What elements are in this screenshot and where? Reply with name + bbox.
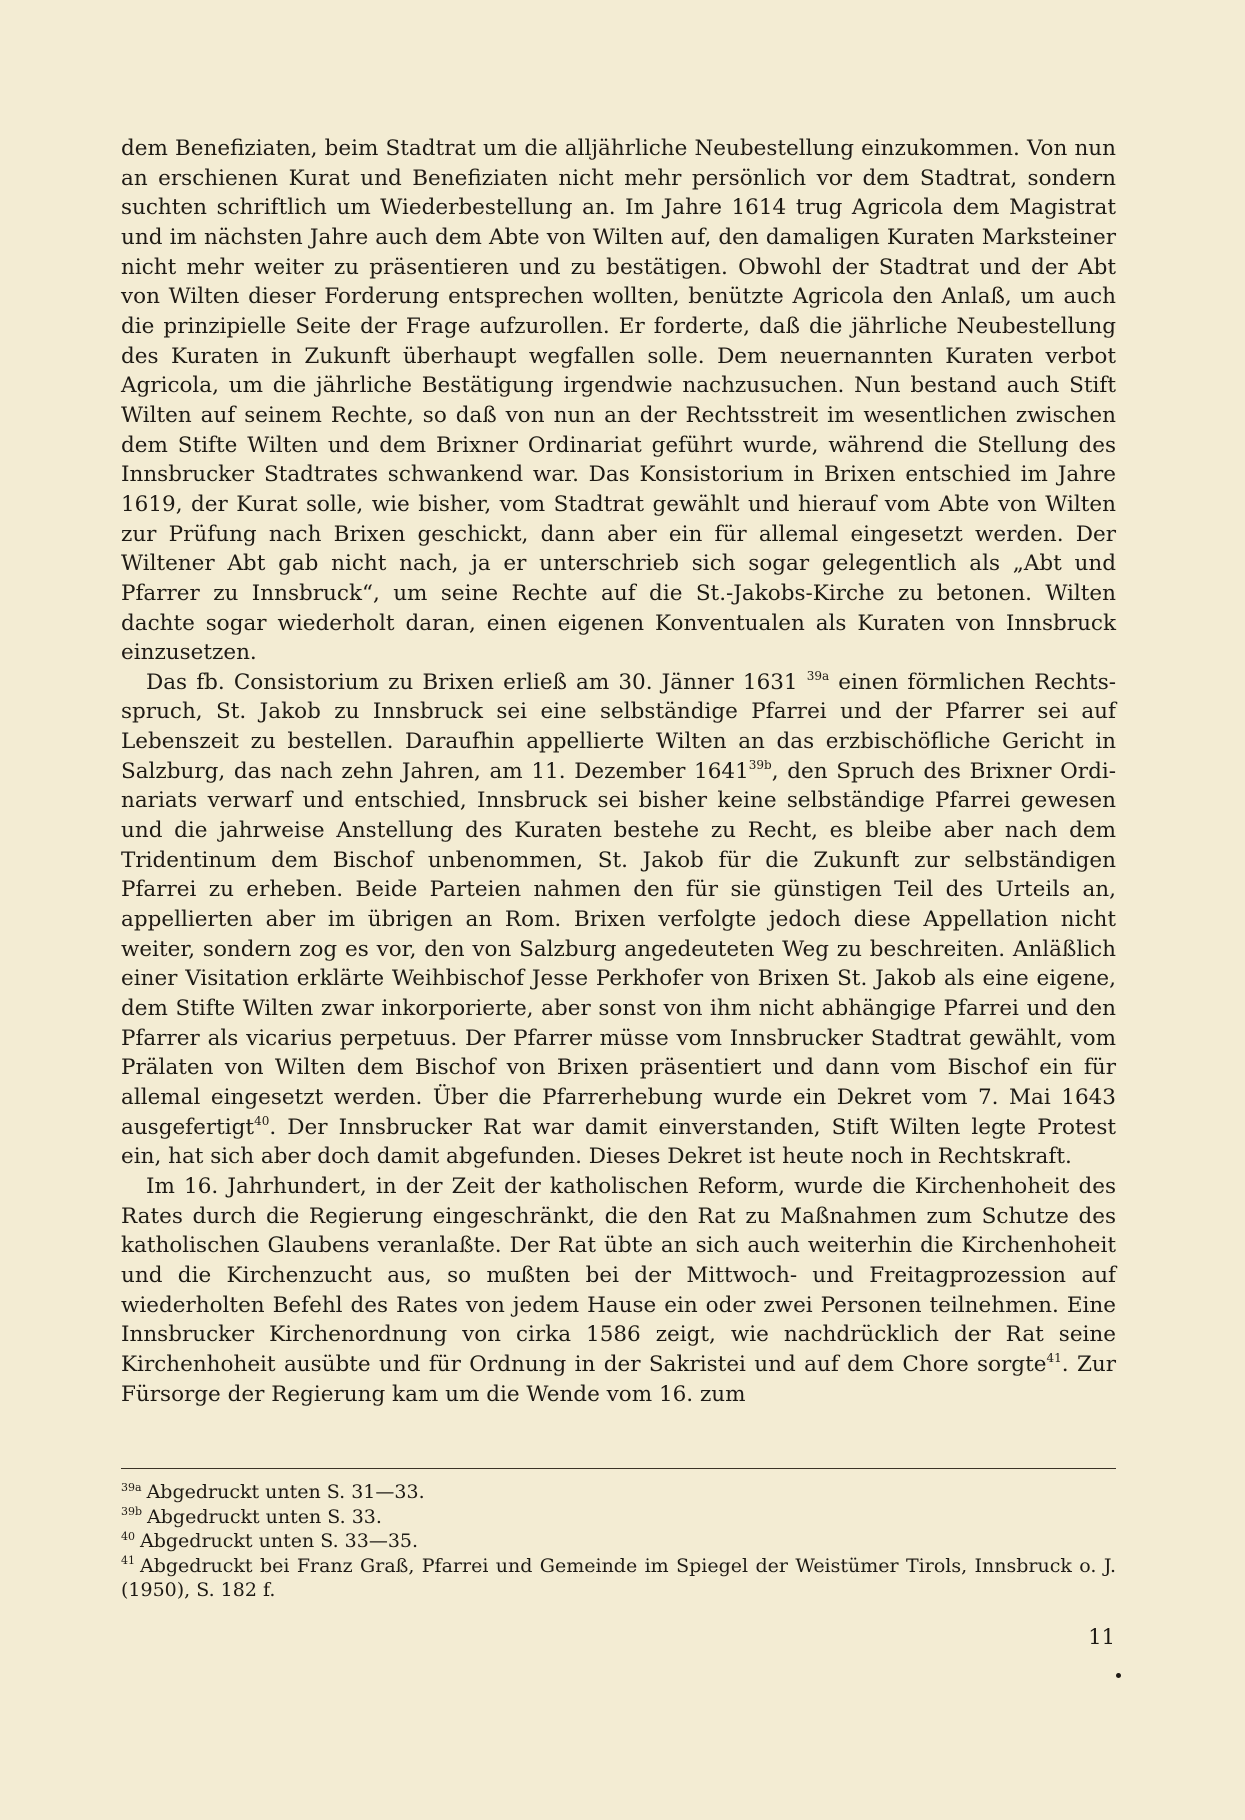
footnote-mark: 40 (121, 1529, 135, 1543)
footnote-mark: 41 (121, 1554, 135, 1568)
footnote (121, 1480, 1116, 1505)
footnotes (121, 1480, 1116, 1603)
footnote-reference: 39b (748, 757, 772, 772)
page-number: 11 (1088, 1625, 1115, 1649)
text-segment: Das fb. Consistorium zu Brixen erließ am 30. Jänner 1631 (146, 669, 807, 695)
text-segment: Im 16. Jahrhundert, in der Zeit der katholischen Reform, wurde die Kirchenhoheit des Rates durch die Regierung eingeschränkt, die den Rat zu Maßnahmen zum Schutze des katholischen Glaubens veranlaßte. Der Rat übte an sich auch weiterhin die Kirchenhoheit und die Kirchenzucht aus, so mußten bei der Mittwoch- und Freitagprozession auf wiederholten Befehl des Rates von jedem Hause ein oder zwei Personen teilnehmen. Eine Innsbrucker Kirchenordnung von cirka 1586 zeigt, wie nachdrücklich der Rat seine Kirchenhoheit ausübte und für Ordnung in der Sakristei und auf dem Chore sorgte (121, 1173, 1116, 1377)
text-segment: , den Spruch des Brixner Ordinariats verwarf und entschied, Innsbruck sei bisher keine selbständige Pfarrei gewesen und die jahrweise Anstellung des Kuraten bestehe zu Recht, es bleibe aber nach dem Tridentinum dem Bischof unbenommen, St. Jakob für die Zukunft zur selbständigen Pfarrei zu erheben. Beide Parteien nahmen den für sie günstigen Teil des Urteils an, appellierten aber im übrigen an Rom. Brixen verfolgte jedoch diese Appellation nicht weiter, sondern zog es vor, den von Salzburg angedeuteten Weg zu beschreiten. Anläßlich einer Visitation erklärte Weihbischof Jesse Perkhofer von Brixen St. Jakob als eine eigene, dem Stifte Wilten zwar inkorporierte, aber sonst von ihm nicht abhängige Pfarrei und den Pfarrer als vicarius perpetuus. Der Pfarrer müsse vom Innsbrucker Stadtrat gewählt, vom Prälaten von Wilten dem Bischof von Brixen präsentiert und dann vom Bischof ein für allemal eingesetzt werden. Über die Pfarrerhebung wurde ein Dekret vom 7. Mai 1643 ausgefertigt (121, 758, 1116, 1140)
footnote (121, 1529, 1116, 1554)
footnote (121, 1505, 1116, 1530)
text-segment: dem Benefiziaten, beim Stadtrat um die alljährliche Neubestellung einzukommen. Von nun an erschienen Kurat und Benefiziaten nicht mehr persönlich vor dem Stadtrat, sondern suchten schriftlich um Wiederbestellung an. Im Jahre 1614 trug Agricola dem Magistrat und im nächsten Jahre auch dem Abte von Wilten auf, den damaligen Kuraten Marksteiner nicht mehr weiter zu präsentieren und zu bestätigen. Obwohl der Stadtrat und der Abt von Wilten dieser Forderung entsprechen wollten, benützte Agricola den Anlaß, um auch die prinzipielle Seite der Frage aufzurollen. Er forderte, daß die jährliche Neubestellung des Kuraten in Zukunft überhaupt wegfallen solle. Dem neuernannten Kuraten verbot Agricola, um die jährliche Bestätigung irgendwie nachzusuchen. Nun bestand auch Stift Wilten auf seinem Rechte, so daß von nun an der Rechtsstreit im wesentlichen zwischen dem Stifte Wilten und dem Brixner Ordinariat geführt wurde, während die Stellung des Innsbrucker Stadtrates schwankend war. Das Konsistorium in Brixen entschied im Jahre 1619, der Kurat solle, wie bisher, vom Stadtrat gewählt und hierauf vom Abte von Wilten zur Prüfung nach Brixen geschickt, dann aber ein für allemal eingesetzt werden. Der Wiltener Abt gab nicht nach, ja er unterschrieb sich sogar gelegentlich als „Abt und Pfarrer zu Innsbruck“, um seine Rechte auf die St.-Jakobs-Kirche zu betonen. Wilten dachte sogar wiederholt daran, einen eigenen Konventualen als Kuraten von Innsbruck einzusetzen. (121, 136, 1116, 666)
footnote (121, 1554, 1116, 1603)
text-segment: . Der Innsbrucker Rat war damit einverstanden, Stift Wilten legte Protest ein, hat sich aber doch damit abgefunden. Dieses Dekret ist heute noch in Rechtskraft. (121, 1114, 1116, 1170)
text-segment: . Zur Fürsorge der Regierung kam um die Wende vom 16. zum (121, 1351, 1117, 1407)
paragraph (121, 134, 1116, 668)
footnote-separator (121, 1468, 1116, 1469)
footnote-reference: 39a (806, 668, 830, 683)
footnote-text: Abgedruckt unten S. 31—33. (146, 1481, 425, 1503)
footnote-reference: 41 (1046, 1350, 1062, 1365)
footnote-mark: 39b (121, 1505, 143, 1519)
paragraph (121, 668, 1116, 1172)
footnote-text: Abgedruckt unten S. 33. (147, 1505, 382, 1528)
footnote-text: Abgedruckt bei Franz Graß, Pfarrei und Gemeinde im Spiegel der Weistümer Tirols, Innsbruck o. J. (1950), S. 182 f. (121, 1554, 1116, 1601)
paragraph (121, 1172, 1116, 1409)
footnote-text: Abgedruckt unten S. 33—35. (140, 1530, 419, 1552)
footnote-mark: 39a (121, 1480, 142, 1494)
ink-speck (1116, 1673, 1121, 1678)
footnote-reference: 40 (254, 1113, 270, 1128)
main-text (121, 134, 1116, 1409)
text-segment: einen förmlichen Rechtsspruch, St. Jakob zu Innsbruck sei eine selbständige Pfarrei und der Pfarrer sei auf Lebenszeit zu bestellen. Daraufhin appellierte Wilten an das erzbischöfliche Gericht in Salzburg, das nach zehn Jahren, am 11. Dezember 1641 (121, 669, 1116, 784)
